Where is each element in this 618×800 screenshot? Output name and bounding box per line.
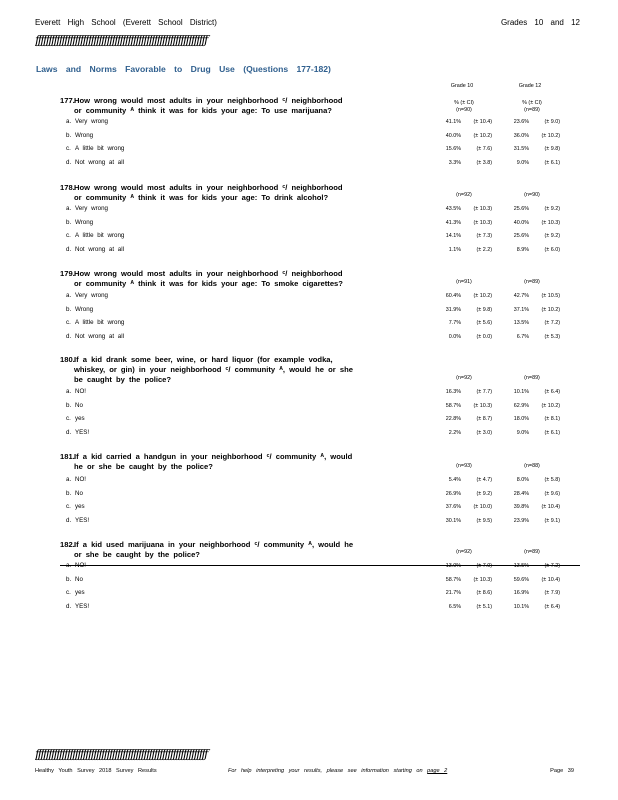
- grade10-value: 6.5%: [448, 603, 461, 610]
- option-label: NO!: [75, 476, 87, 483]
- grade12-ci: (± 6.0): [544, 246, 560, 253]
- option-label: NO!: [75, 388, 87, 395]
- answer-option: [66, 319, 124, 326]
- question-181: [60, 452, 352, 472]
- grade10-value: 14.1%: [445, 233, 461, 239]
- option-label: No: [75, 575, 83, 583]
- answer-option: [66, 388, 86, 395]
- question-line: If a kid drank some beer, wine, or hard liquor (for example vodka,: [74, 355, 333, 364]
- grade12-ci: (± 6.1): [544, 429, 560, 436]
- grade12-value: 25.6%: [513, 233, 529, 239]
- question-line: or community ᴬ think it was for kids your age: To use marijuana?: [74, 106, 332, 115]
- grade10-ci: (± 9.8): [476, 306, 492, 313]
- footer-left: Healthy Youth Survey 2018 Survey Results: [35, 768, 157, 774]
- grade10-ci: (± 7.3): [476, 233, 492, 239]
- answer-option: [66, 576, 83, 583]
- option-label: NO!: [75, 562, 87, 569]
- option-letter: a.: [66, 205, 72, 212]
- grade12-heading: Grade 12: [518, 83, 542, 89]
- grade10-value: 2.2%: [448, 429, 461, 436]
- grade10-value: 40.0%: [445, 132, 461, 139]
- grade10-ci: (± 4.7): [476, 477, 492, 483]
- option-label: A little bit wrong: [75, 232, 125, 239]
- grade10-ci: (± 3.0): [476, 429, 492, 436]
- question-line: whiskey, or gin) in your neighborhood ᶜ/ community ᴬ, would he or she: [74, 365, 353, 374]
- grade10-ci: (± 0.0): [476, 333, 492, 340]
- grade10-value: 31.9%: [445, 306, 461, 313]
- option-label: No: [75, 401, 83, 409]
- answer-option: [66, 503, 85, 510]
- option-label: A little bit wrong: [75, 145, 125, 152]
- option-letter: b.: [66, 305, 72, 313]
- option-label: A little bit wrong: [75, 319, 125, 326]
- grade12-value: 62.9%: [513, 402, 529, 409]
- school-title: Everett High School (Everett School District): [35, 18, 217, 27]
- grade12-ci: (± 10.3): [541, 219, 560, 226]
- grade10-value: 3.3%: [448, 159, 461, 166]
- grade10-ci: (± 10.4): [473, 119, 492, 125]
- grade12-value: 39.8%: [513, 504, 529, 510]
- sample-size-n12: (n=89): [524, 279, 540, 285]
- answer-option: [66, 490, 83, 497]
- grade10-ci: (± 7.7): [476, 389, 492, 395]
- grade12-ci: (± 6.4): [544, 389, 560, 395]
- grade12-value: 23.6%: [513, 119, 529, 125]
- grade10-ci: (± 10.3): [473, 206, 492, 212]
- option-label: YES!: [75, 428, 90, 436]
- grade10-value: 26.9%: [445, 490, 461, 497]
- option-label: YES!: [75, 516, 90, 524]
- answer-option: [66, 132, 93, 139]
- answer-option: [66, 232, 124, 239]
- grade10-ci: (± 7.6): [476, 146, 492, 152]
- grade12-value: 23.9%: [513, 517, 529, 524]
- option-label: Wrong: [75, 218, 94, 226]
- grade12-value: 13.5%: [513, 563, 529, 569]
- section-title: Laws and Norms Favorable to Drug Use (Questions 177-182): [36, 64, 331, 74]
- answer-option: [66, 145, 124, 152]
- option-letter: a.: [66, 388, 72, 395]
- grade10-value: 41.3%: [445, 219, 461, 226]
- footer-page: Page 39: [550, 768, 574, 774]
- grade12-value: 42.7%: [513, 293, 529, 299]
- option-label: Not wrong at all: [75, 245, 124, 253]
- grade10-value: 58.7%: [445, 576, 461, 583]
- sample-size-n12: (n=89): [524, 549, 540, 555]
- grade10-value: 0.0%: [448, 333, 461, 340]
- sample-size-n10: (n=91): [456, 279, 472, 285]
- question-line: How wrong would most adults in your neighborhood ᶜ/ neighborhood: [74, 269, 343, 278]
- grade12-value: 6.7%: [516, 333, 529, 340]
- option-letter: d.: [66, 516, 72, 524]
- grade12-value: 40.0%: [513, 219, 529, 226]
- grade12-ci: (± 9.2): [544, 233, 560, 239]
- answer-option: [66, 476, 86, 483]
- answer-option: [66, 603, 89, 610]
- option-letter: d.: [66, 158, 72, 166]
- grade10-ci: (± 10.2): [473, 132, 492, 139]
- question-line: be caught by the police?: [74, 375, 172, 384]
- grade12-value: 9.0%: [516, 429, 529, 436]
- question-line: or she be caught by the police?: [74, 550, 200, 559]
- sample-size-n10: (n=93): [456, 463, 472, 469]
- option-letter: d.: [66, 602, 72, 610]
- question-line: or community ᴬ think it was for kids your age: To drink alcohol?: [74, 193, 329, 202]
- option-label: yes: [75, 503, 85, 510]
- option-letter: a.: [66, 118, 72, 125]
- grade12-value: 28.4%: [513, 490, 529, 497]
- answer-option: [66, 205, 108, 212]
- grade10-ci: (± 10.0): [473, 504, 492, 510]
- option-label: yes: [75, 415, 85, 422]
- option-letter: a.: [66, 562, 72, 569]
- option-label: Very wrong: [75, 118, 108, 125]
- sample-size-n10: (n=92): [456, 549, 472, 555]
- option-letter: c.: [66, 503, 71, 510]
- grade12-ci: (± 10.5): [541, 293, 560, 299]
- grade12-ci: (± 9.6): [544, 490, 560, 497]
- option-letter: d.: [66, 428, 72, 436]
- grade10-value: 21.7%: [445, 590, 461, 596]
- grade12-value: 10.1%: [513, 389, 529, 395]
- grade12-ci: (± 10.4): [541, 576, 560, 583]
- option-letter: c.: [66, 589, 71, 596]
- grade10-ci: (± 5.1): [476, 603, 492, 610]
- bottom-rule: ƒƒƒƒƒƒƒƒƒƒƒƒƒƒƒƒƒƒƒƒƒƒƒƒƒƒƒƒƒƒƒƒƒƒƒƒƒƒƒƒƒƒƒƒƒƒƒƒƒƒƒƒƒƒƒƒƒƒƒƒƒƒƒƒƒ: [35, 747, 207, 761]
- answer-option: [66, 219, 93, 226]
- grade12-ci: (± 7.2): [544, 320, 560, 326]
- answer-option: [66, 306, 93, 313]
- option-letter: a.: [66, 476, 72, 483]
- option-letter: d.: [66, 332, 72, 340]
- question-number: 177.: [60, 96, 75, 105]
- question-line: How wrong would most adults in your neighborhood ᶜ/ neighborhood: [74, 183, 343, 192]
- option-letter: b.: [66, 131, 72, 139]
- footer-help: [228, 768, 447, 774]
- grade12-ci: (± 10.2): [541, 306, 560, 313]
- grade12-value: 37.1%: [513, 306, 529, 313]
- option-letter: a.: [66, 292, 72, 299]
- grade12-value: 31.5%: [513, 146, 529, 152]
- option-label: YES!: [75, 602, 90, 610]
- option-label: Not wrong at all: [75, 158, 124, 166]
- option-letter: c.: [66, 232, 71, 239]
- grade12-ci: (± 10.4): [541, 504, 560, 510]
- answer-option: [66, 402, 83, 409]
- grade10-ci: (± 7.0): [476, 563, 492, 569]
- grade10-ci: (± 10.3): [473, 402, 492, 409]
- answer-option: [66, 246, 124, 253]
- grade10-value: 15.6%: [445, 146, 461, 152]
- grade10-ci: (± 10.2): [473, 293, 492, 299]
- question-number: 180.: [60, 355, 75, 364]
- grade10-ci: (± 10.3): [473, 219, 492, 226]
- sample-size-n12: (n=89): [524, 375, 540, 381]
- grade10-value: 37.6%: [445, 504, 461, 510]
- option-label: yes: [75, 589, 85, 596]
- grade10-ci: (± 9.2): [476, 490, 492, 497]
- grade12-value: 16.9%: [513, 590, 529, 596]
- grade10-ci: (± 9.5): [476, 517, 492, 524]
- option-label: Not wrong at all: [75, 332, 124, 340]
- grade10-value: 43.5%: [445, 206, 461, 212]
- footer-page-link[interactable]: page 2: [427, 768, 448, 774]
- grade12-value: 25.6%: [513, 206, 529, 212]
- question-line: How wrong would most adults in your neighborhood ᶜ/ neighborhood: [74, 96, 343, 105]
- question-178: [60, 183, 343, 203]
- grade12-value: 36.0%: [513, 132, 529, 139]
- sample-size-n10: (n=92): [456, 192, 472, 198]
- option-label: Wrong: [75, 305, 94, 313]
- grade10-ci: (± 10.3): [473, 576, 492, 583]
- question-182: [60, 540, 353, 560]
- question-180: [60, 355, 353, 385]
- sample-size-n12: (n=88): [524, 463, 540, 469]
- grade10-value: 58.7%: [445, 402, 461, 409]
- question-line: or community ᴬ think it was for kids your age: To smoke cigarettes?: [74, 279, 343, 288]
- grade10-heading: Grade 10: [450, 83, 474, 89]
- sample-size-n12: (n=89): [524, 107, 540, 113]
- answer-option: [66, 118, 108, 125]
- grade10-value: 1.1%: [448, 246, 461, 253]
- q182-rule: [60, 565, 580, 566]
- question-177: [60, 96, 343, 116]
- grade10-ci: (± 8.6): [476, 590, 492, 596]
- grade10-value: 13.0%: [445, 563, 461, 569]
- grade12-value: 8.0%: [516, 477, 529, 483]
- grade12-value: 9.0%: [516, 159, 529, 166]
- grades-label: Grades 10 and 12: [500, 18, 580, 27]
- grade10-value: 22.8%: [445, 416, 461, 422]
- grade10-value: 5.4%: [448, 477, 461, 483]
- grade12-ci: (± 8.1): [544, 416, 560, 422]
- option-letter: b.: [66, 401, 72, 409]
- answer-option: [66, 589, 85, 596]
- grade12-value: 8.9%: [516, 246, 529, 253]
- option-letter: c.: [66, 145, 71, 152]
- grade12-ci: (± 9.2): [544, 206, 560, 212]
- question-number: 181.: [60, 452, 75, 461]
- grade12-ci: (± 10.2): [541, 132, 560, 139]
- answer-option: [66, 415, 85, 422]
- option-label: Very wrong: [75, 292, 108, 299]
- question-number: 182.: [60, 540, 75, 549]
- question-number: 179.: [60, 269, 75, 278]
- grade12-ci: (± 5.8): [544, 477, 560, 483]
- option-letter: c.: [66, 319, 71, 326]
- footer-help-text: For help interpreting your results, please see information starting on: [228, 768, 423, 774]
- question-line: If a kid used marijuana in your neighborhood ᶜ/ community ᴬ, would he: [74, 540, 354, 549]
- top-rule: ƒƒƒƒƒƒƒƒƒƒƒƒƒƒƒƒƒƒƒƒƒƒƒƒƒƒƒƒƒƒƒƒƒƒƒƒƒƒƒƒƒƒƒƒƒƒƒƒƒƒƒƒƒƒƒƒƒƒƒƒƒƒƒƒƒ: [35, 33, 207, 47]
- option-letter: c.: [66, 415, 71, 422]
- grade10-value: 30.1%: [445, 517, 461, 524]
- pct-ci-label: % (± CI): [522, 100, 542, 106]
- grade12-ci: (± 9.0): [544, 119, 560, 125]
- grade10-value: 60.4%: [445, 293, 461, 299]
- option-letter: b.: [66, 489, 72, 497]
- option-label: Wrong: [75, 131, 94, 139]
- grade12-value: 18.0%: [513, 416, 529, 422]
- grade10-value: 41.1%: [445, 119, 461, 125]
- grade12-value: 59.6%: [513, 576, 529, 583]
- grade12-ci: (± 7.9): [544, 590, 560, 596]
- option-letter: b.: [66, 575, 72, 583]
- grade10-ci: (± 5.6): [476, 320, 492, 326]
- grade12-value: 10.1%: [513, 603, 529, 610]
- grade10-value: 16.3%: [445, 389, 461, 395]
- option-letter: b.: [66, 218, 72, 226]
- grade12-ci: (± 5.3): [544, 333, 560, 340]
- pct-ci-label: % (± CI): [454, 100, 474, 106]
- answer-option: [66, 517, 89, 524]
- answer-option: [66, 333, 124, 340]
- question-line: he or she be caught by the police?: [74, 462, 213, 471]
- grade10-ci: (± 2.2): [476, 246, 492, 253]
- grade12-ci: (± 6.4): [544, 603, 560, 610]
- grade12-value: 13.5%: [513, 320, 529, 326]
- grade12-ci: (± 6.1): [544, 159, 560, 166]
- grade12-ci: (± 9.8): [544, 146, 560, 152]
- option-label: Very wrong: [75, 205, 108, 212]
- answer-option: [66, 292, 108, 299]
- grade10-value: 7.7%: [448, 320, 461, 326]
- sample-size-n10: (n=90): [456, 107, 472, 113]
- sample-size-n10: (n=92): [456, 375, 472, 381]
- question-line: If a kid carried a handgun in your neighborhood ᶜ/ community ᴬ, would: [74, 452, 353, 461]
- grade12-ci: (± 7.2): [544, 563, 560, 569]
- grade12-ci: (± 10.2): [541, 402, 560, 409]
- question-179: [60, 269, 343, 289]
- answer-option: [66, 429, 89, 436]
- option-letter: d.: [66, 245, 72, 253]
- answer-option: [66, 159, 124, 166]
- grade12-ci: (± 9.1): [544, 517, 560, 524]
- sample-size-n12: (n=90): [524, 192, 540, 198]
- option-label: No: [75, 489, 83, 497]
- question-number: 178.: [60, 183, 75, 192]
- grade10-ci: (± 8.7): [476, 416, 492, 422]
- grade10-ci: (± 3.8): [476, 159, 492, 166]
